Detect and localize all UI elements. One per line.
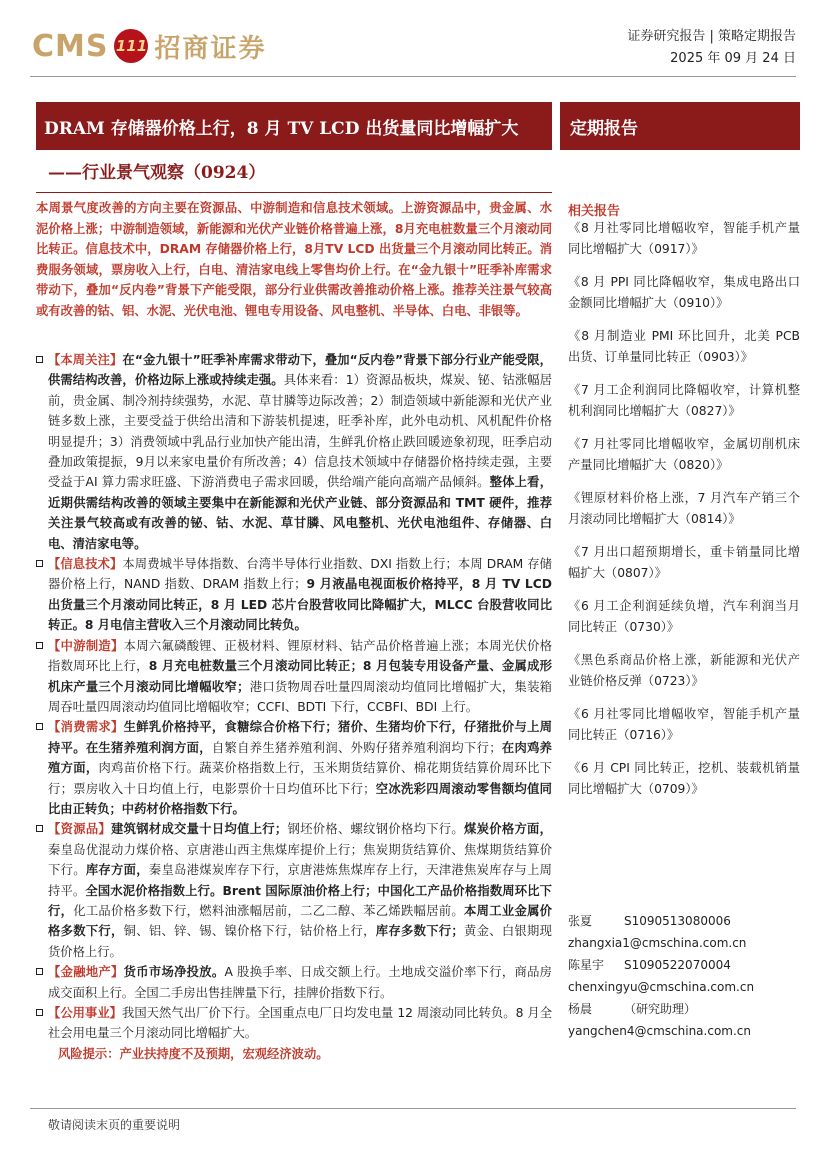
logo-cn-text: 招商证券 [154,33,267,64]
bullet-tag: 【资源品】 [48,822,112,837]
related-report-item[interactable]: 《锂原材料价格上涨，7 月汽车产销三个月滚动同比增幅扩大（0814）》 [568,491,800,526]
report-subtitle: ——行业景气观察（0924） [48,163,266,183]
subtitle-divider [36,192,552,193]
bullet-bold: 整体上看，近期供需结构改善的领域主要集中在新能源和光伏产业链、部分资源品和 TMT 硬件，推荐关注景气较高或有改善的铋、钴、水泥、草甘膦、风电整机、光伏电池组件、存储器、白电、清洁家电等。 [48,475,552,551]
bullet-tag: 【金融地产】 [48,965,124,980]
bullet-bold: 煤炭价格方面， [464,822,552,837]
bullet-it [36,554,552,636]
report-title: DRAM 存储器价格上行，8 月 TV LCD 出货量同比增幅扩大 [36,102,552,150]
bullet-bold: 本周工业金属价格多数下行， [48,903,552,939]
related-report-item[interactable]: 《8 月社零同比增幅收窄，智能手机产量同比增幅扩大（0917）》 [568,221,800,256]
bullet-tag: 【本周关注】 [48,353,123,367]
report-date: 2025 年 09 月 24 日 [670,51,796,66]
bullet-text: 秦皇岛港煤炭库存下行，京唐港炼焦煤库存上行，天津港焦炭库存与上周持平。 [48,863,552,898]
bullet-bold: 8 月充电桩数量三个月滚动同比转正；8 月包装专用设备产量、金属成形机床产量三个月滚动同比增幅收窄； [48,659,552,694]
footer-divider [30,1108,796,1109]
author-name: 杨晨 [568,1002,593,1016]
bullet-text: 肉鸡苗价格下行。蔬菜价格指数上行，玉米期货结算价、棉花期货结算价周环比下行；票房收入十日均值上行，电影票价十日均值环比下行； [48,761,552,796]
checkbox-bullet-icon [36,356,43,363]
bullet-finance [36,962,552,1003]
bullet-bold: 全国水泥价格指数上行。Brent 国际原油价格上行；中国化工产品价格指数周环比下行， [48,883,552,918]
report-type-label: 定期报告 [560,102,800,150]
report-category: 证券研究报告 | 策略定期报告 [627,29,796,44]
author-email[interactable]: chenxingyu@cmschina.com.cn [568,980,755,994]
bullet-bold: 空冰洗彩四周滚动零售额均值同比由正转负；中药材价格指数下行。 [48,781,552,816]
checkbox-bullet-icon [36,1009,43,1016]
related-report-item[interactable]: 《7 月社零同比增幅收窄，金属切削机床产量同比增幅扩大（0820）》 [568,437,800,472]
bullet-tag: 【信息技术】 [48,557,123,572]
author-row [568,910,800,932]
footer-note: 敬请阅读末页的重要说明 [48,1118,181,1132]
bullet-text: 化工品价格多数下行，燃料油涨幅居前，二乙二醇、苯乙烯跌幅居前。 [73,903,465,918]
bullet-focus [36,350,552,554]
bullet-consumer [36,717,552,819]
author-name: 陈星宇 [568,958,605,972]
author-email[interactable]: yangchen4@cmschina.com.cn [568,1024,751,1038]
bullet-bold: 生鲜乳价格持平，食糖综合价格下行；猪价、生猪均价下行，仔猪批价与上周持平。在生猪养殖利润方面， [48,720,552,755]
author-name: 张夏 [568,914,593,928]
author-email[interactable]: zhangxia1@cmschina.com.cn [568,936,747,950]
author-id: （研究助理） [624,1002,697,1016]
bullet-tag: 【公用事业】 [48,1006,123,1020]
bullet-resource [36,819,552,962]
logo-text: CMS [32,28,109,64]
bullet-bold: 库存多数下行； [375,924,464,939]
bullet-bold: 货币市场净投放。 [123,965,225,980]
checkbox-bullet-icon [36,560,43,567]
related-report-item[interactable]: 《6 月 CPI 同比转正，挖机、装载机销量同比增幅扩大（0709）》 [568,761,800,796]
header-meta [627,26,796,70]
bullet-text: 秦皇岛优混动力煤价格、京唐港山西主焦煤库提价上行；焦炭期货结算价、焦煤期货结算价下行。 [48,842,552,878]
related-report-item[interactable]: 《6 月工企利润延续负增，汽车利润当月同比转正（0730）》 [568,599,800,634]
related-report-item[interactable]: 《6 月社零同比增幅收窄，智能手机产量同比转正（0716）》 [568,707,800,742]
bullet-bold: 在肉鸡养殖方面， [48,740,552,776]
logo-badge-icon: 111 [114,29,148,63]
bullet-text: 我国天然气出厂价下行。全国重点电厂日均发电量 12 周滚动同比转负。8 月全社会用电量三个月滚动同比增幅扩大。 [48,1006,552,1041]
author-row [568,954,800,976]
authors-block [568,910,800,1042]
checkbox-bullet-icon [36,968,43,975]
checkbox-bullet-icon [36,723,43,730]
bullet-text: A 股换手率、日成交额上行。土地成交溢价率下行，商品房成交面积上行。全国二手房出售挂牌量下行，挂牌价指数下行。 [48,965,552,1000]
bullet-text: 具体来看：1）资源品板块，煤炭、铋、钴涨幅居前，贵金属、制冷剂持续强势，水泥、草甘膦等边际改善；2）制造领域中新能源和光伏产业链多数上涨，主要受益于供给出清和下游装机提速，旺季补库，此外电动机、风机配件价格明显提升；3）消费领域中乳品行业加快产能出清，生鲜乳价格止跌回暖迹象初现，旺季启动叠加政策提振，9月以来家电量价有所改善；4）信息技术领域中存储器价格持续走强，主要受益于AI 算力需求旺盛、下游消费电子需求回暖，供给端产能向高端产品倾斜。 [48,373,552,490]
related-report-item[interactable]: 《7 月出口超预期增长，重卡销量同比增幅扩大（0807）》 [568,545,800,580]
related-report-item[interactable]: 《8 月 PPI 同比降幅收窄，集成电路出口金额同比增幅扩大（0910）》 [568,275,800,310]
checkbox-bullet-icon [36,642,43,649]
related-report-item[interactable]: 《8 月制造业 PMI 环比回升，北美 PCB 出货、订单量同比转正（0903）》 [568,329,800,364]
bullet-utility [36,1003,552,1044]
related-reports-list [568,218,800,812]
related-report-item[interactable]: 《黑色系商品价格上涨，新能源和光伏产业链价格反弹（0723）》 [568,653,800,688]
author-row [568,998,800,1020]
bullet-midstream [36,636,552,718]
body-bullets [36,350,552,1077]
related-report-item[interactable]: 《7 月工企利润同比降幅收窄，计算机整机利润同比增幅扩大（0827）》 [568,383,800,418]
bullet-text: 本周六氟磷酸锂、正极材料、锂原材料、钴产品价格普遍上涨；本周光伏价格指数周环比上行， [48,638,552,674]
author-id: S1090513080006 [624,914,731,928]
bullet-text: 港口货物周吞吐量四周滚动均值同比增幅扩大，集装箱周吞吐量四周滚动均值同比增幅收窄；CCFI、BDTI 下行，CCBFI、BDI 上行。 [48,679,552,714]
bullet-text: 自繁自养生猪养殖利润、外购仔猪养殖利润均下行； [211,740,502,755]
checkbox-bullet-icon [36,825,43,832]
bullet-bold: 在“金九银十”旺季补库需求带动下，叠加“反内卷”背景下部分行业产能受限，供需结构改善，价格边际上涨或持续走强。 [48,353,552,388]
company-logo [32,24,267,68]
summary-paragraph: 本周景气度改善的方向主要在资源品、中游制造和信息技术领域。上游资源品中，贵金属、水泥价格上涨；中游制造领域，新能源和光伏产业链价格普遍上涨，8月充电桩数量三个月滚动同比转正。信息技术中，DRAM 存储器价格上行，8月TV LCD 出货量三个月滚动同比转正。消费服务领域，票房收入上行，白电、清洁家电线上零售均价上行。在“金九银十”旺季补库需求带动下，叠加“反内卷”背景下产能受限，部分行业供需改善推动价格上涨。推荐关注景气较高或有改善的钴、铝、水泥、光伏电池、锂电专用设备、风电整机、半导体、白电、非银等。 [36,201,552,318]
bullet-bold: 9 月液晶电视面板价格持平，8 月 TV LCD 出货量三个月滚动同比转正，8 月 LED 芯片台股营收同比降幅扩大，MLCC 台股营收同比转正。8 月电信主营收入三个月滚动同比转负。 [48,577,552,633]
bullet-text: 本周费城半导体指数、台湾半导体行业指数、DXI 指数上行；本周 DRAM 存储器价格上行，NAND 指数、DRAM 指数上行； [48,557,552,592]
bullet-text: 钢坯价格、螺纹钢价格均下行。 [287,822,465,837]
bullet-tag: 【中游制造】 [48,638,124,653]
header-divider [30,76,796,77]
related-reports-title: 相关报告 [568,204,621,219]
bullet-bold: 库存方面， [85,863,149,878]
risk-warning: 风险提示：产业扶持度不及预期，宏观经济波动。 [58,1046,329,1061]
bullet-text: 铜、铝、锌、锡、镍价格下行，钴价格上行， [123,924,376,939]
author-id: S1090522070004 [624,958,731,972]
bullet-text: 黄金、白银期现货价格上行。 [48,924,552,959]
bullet-bold: 建筑钢材成交量十日均值上行； [111,822,288,837]
bullet-tag: 【消费需求】 [48,720,124,735]
